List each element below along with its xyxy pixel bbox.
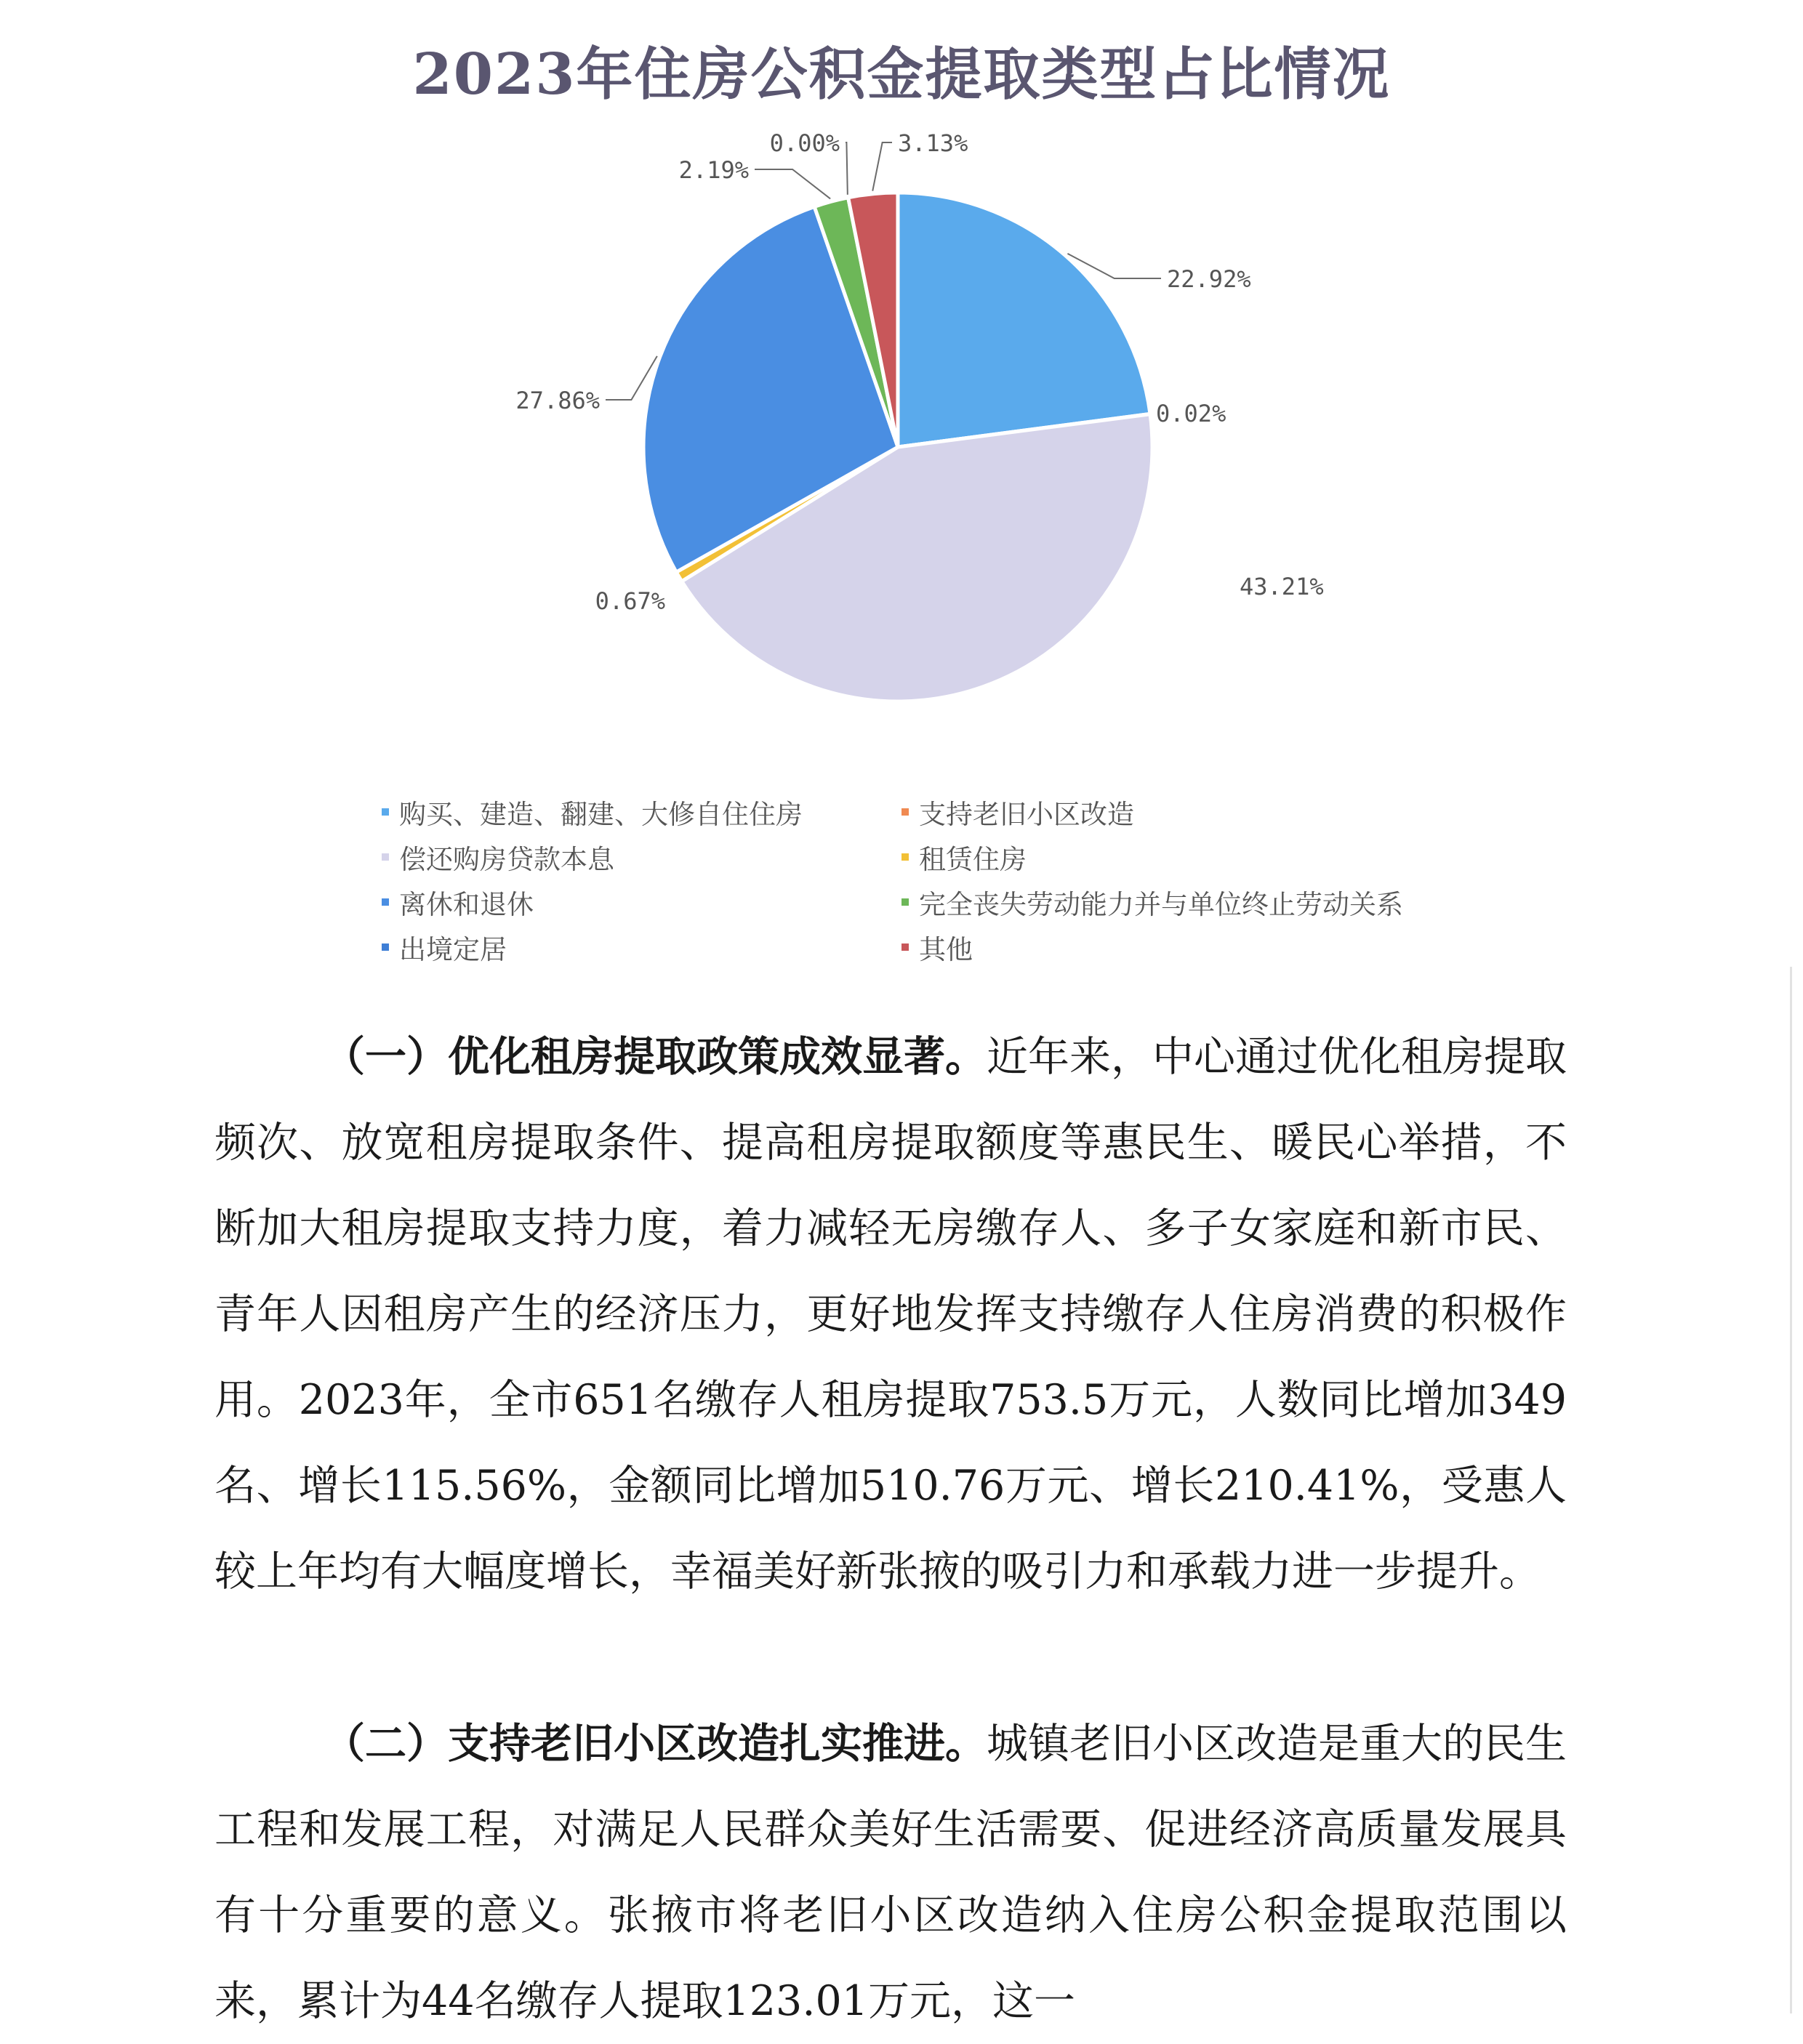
legend-swatch-4 (902, 853, 909, 861)
legend-swatch-2 (902, 808, 909, 816)
paragraph-2 (214, 1701, 1567, 2044)
leader-line-7 (846, 142, 848, 195)
legend-label-7: 出境定居 (399, 934, 507, 965)
legend-label-5: 离休和退休 (399, 889, 534, 920)
legend-label-8: 其他 (919, 934, 973, 965)
data-label-8: 3.13% (898, 129, 968, 157)
legend-item-8 (902, 928, 973, 967)
legend-swatch-7 (382, 943, 389, 951)
legend-swatch-5 (382, 898, 389, 906)
data-label-1: 22.92% (1167, 265, 1251, 293)
legend-label-2: 支持老旧小区改造 (919, 799, 1134, 830)
data-label-3: 43.21% (1240, 573, 1324, 600)
legend-item-1 (382, 792, 803, 832)
legend-label-1: 购买、建造、翻建、大修自住住房 (399, 799, 803, 830)
data-label-5: 27.86% (515, 387, 600, 414)
legend-label-3: 偿还购房贷款本息 (399, 844, 614, 875)
data-label-7: 0.00% (769, 129, 840, 157)
scan-edge-line (1790, 967, 1792, 2013)
leader-line-8 (872, 142, 892, 191)
data-label-4: 0.67% (595, 587, 665, 615)
legend-label-6: 完全丧失劳动能力并与单位终止劳动关系 (919, 889, 1403, 920)
paragraph-1-body: 近年来，中心通过优化租房提取频次、放宽租房提取条件、提高租房提取额度等惠民生、暖民心举措，不断加大租房提取支持力度，着力减轻无房缴存人、多子女家庭和新市民、青年人因租房产生的经济压力，更好地发挥支持缴存人住房消费的积极作用。2023年，全市651名缴存人租房提取753.5万元，人数同比增加349名、增长115.56%，金额同比增加510.76万元、增长210.41%，受惠人较上年均有大幅度增长，幸福美好新张掖的吸引力和承载力进一步提升。 (214, 1033, 1567, 1596)
legend-swatch-8 (902, 943, 909, 951)
chart-title: 2023年住房公积金提取类型占比情况 (412, 41, 1391, 108)
pie-slice-1 (898, 193, 1150, 447)
paragraph-1-lead: （一）优化租房提取政策成效显著。 (324, 1032, 987, 1081)
legend-item-5 (382, 882, 534, 922)
legend-swatch-6 (902, 898, 909, 906)
legend-item-3 (382, 837, 614, 877)
legend-swatch-1 (382, 808, 389, 816)
paragraph-2-body: 城镇老旧小区改造是重大的民生工程和发展工程，对满足人民群众美好生活需要、促进经济高质量发展具有十分重要的意义。张掖市将老旧小区改造纳入住房公积金提取范围以来，累计为44名缴存人提取123.01万元，这一 (214, 1720, 1567, 2025)
data-label-2: 0.02% (1156, 400, 1226, 427)
legend-item-2 (902, 792, 1134, 832)
leader-line-6 (755, 169, 830, 198)
legend-item-6 (902, 882, 1403, 922)
data-label-6: 2.19% (678, 156, 749, 184)
paragraph-1 (214, 1014, 1567, 1614)
paragraph-2-lead: （二）支持老旧小区改造扎实推进。 (324, 1719, 987, 1768)
legend-swatch-3 (382, 853, 389, 861)
legend-item-4 (902, 837, 1027, 877)
legend-item-7 (382, 928, 507, 967)
legend-label-4: 租赁住房 (919, 844, 1027, 875)
